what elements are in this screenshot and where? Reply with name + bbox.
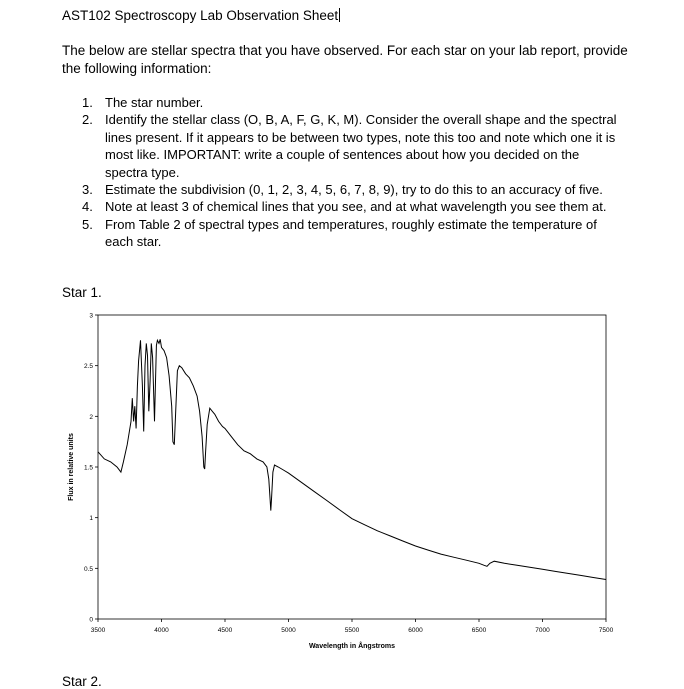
y-tick-label: 3 <box>89 312 93 320</box>
x-tick-label: 4000 <box>154 627 169 634</box>
x-tick-label: 7500 <box>598 627 614 634</box>
x-tick-label: 6000 <box>408 627 423 634</box>
list-number: 2. <box>82 112 93 128</box>
list-text: The star number. <box>105 95 204 110</box>
x-tick-label: 6500 <box>471 627 487 634</box>
plot-frame <box>98 315 606 619</box>
list-text: Estimate the subdivision (0, 1, 2, 3, 4, 5, 6, 7, 8, 9), try to do this to an accuracy of five. <box>105 182 603 198</box>
document-title: AST102 Spectroscopy Lab Observation Sheet <box>62 8 339 23</box>
x-tick-label: 5500 <box>344 627 360 634</box>
list-text: Identify the stellar class (O, B, A, F, G, K, M). Consider the overall shape and the spectral lines present. If it appears to be between two types, note this too and note which one it is most like. IMPORTANT: write a couple of sentences about how you decided on the spectra type. <box>105 112 617 180</box>
next-star-label: Star 2. <box>62 674 102 689</box>
x-tick-label: 7000 <box>535 627 550 634</box>
x-axis-label: Wavelength in Ångstroms <box>308 643 396 650</box>
star-1-label: Star 1. <box>62 285 102 300</box>
y-tick-label: 0.5 <box>83 565 93 573</box>
spectrum-line <box>98 339 606 579</box>
y-tick-label: 2 <box>89 413 93 421</box>
y-axis-label: Flux in relative units <box>68 433 75 501</box>
y-tick-label: 0 <box>89 616 93 624</box>
list-number: 5. <box>82 216 93 232</box>
list-number: 1. <box>82 95 93 110</box>
list-number: 3. <box>82 182 93 198</box>
y-tick-label: 2.5 <box>83 363 93 371</box>
list-text: From Table 2 of spectral types and temperatures, roughly estimate the temperature of each star. <box>105 216 597 250</box>
y-tick-label: 1.5 <box>83 464 93 472</box>
intro-paragraph: The below are stellar spectra that you have observed. For each star on your lab report, provide the following information: <box>62 43 628 76</box>
list-text: Note at least 3 of chemical lines that you see, and at what wavelength you see them at. <box>105 199 607 215</box>
list-number: 4. <box>82 199 93 215</box>
x-tick-label: 5000 <box>281 627 296 634</box>
y-axis <box>84 313 98 624</box>
x-axis <box>89 616 614 634</box>
x-tick-label: 4500 <box>217 627 233 634</box>
x-tick-label: 3500 <box>90 627 106 634</box>
y-tick-label: 1 <box>89 515 93 523</box>
